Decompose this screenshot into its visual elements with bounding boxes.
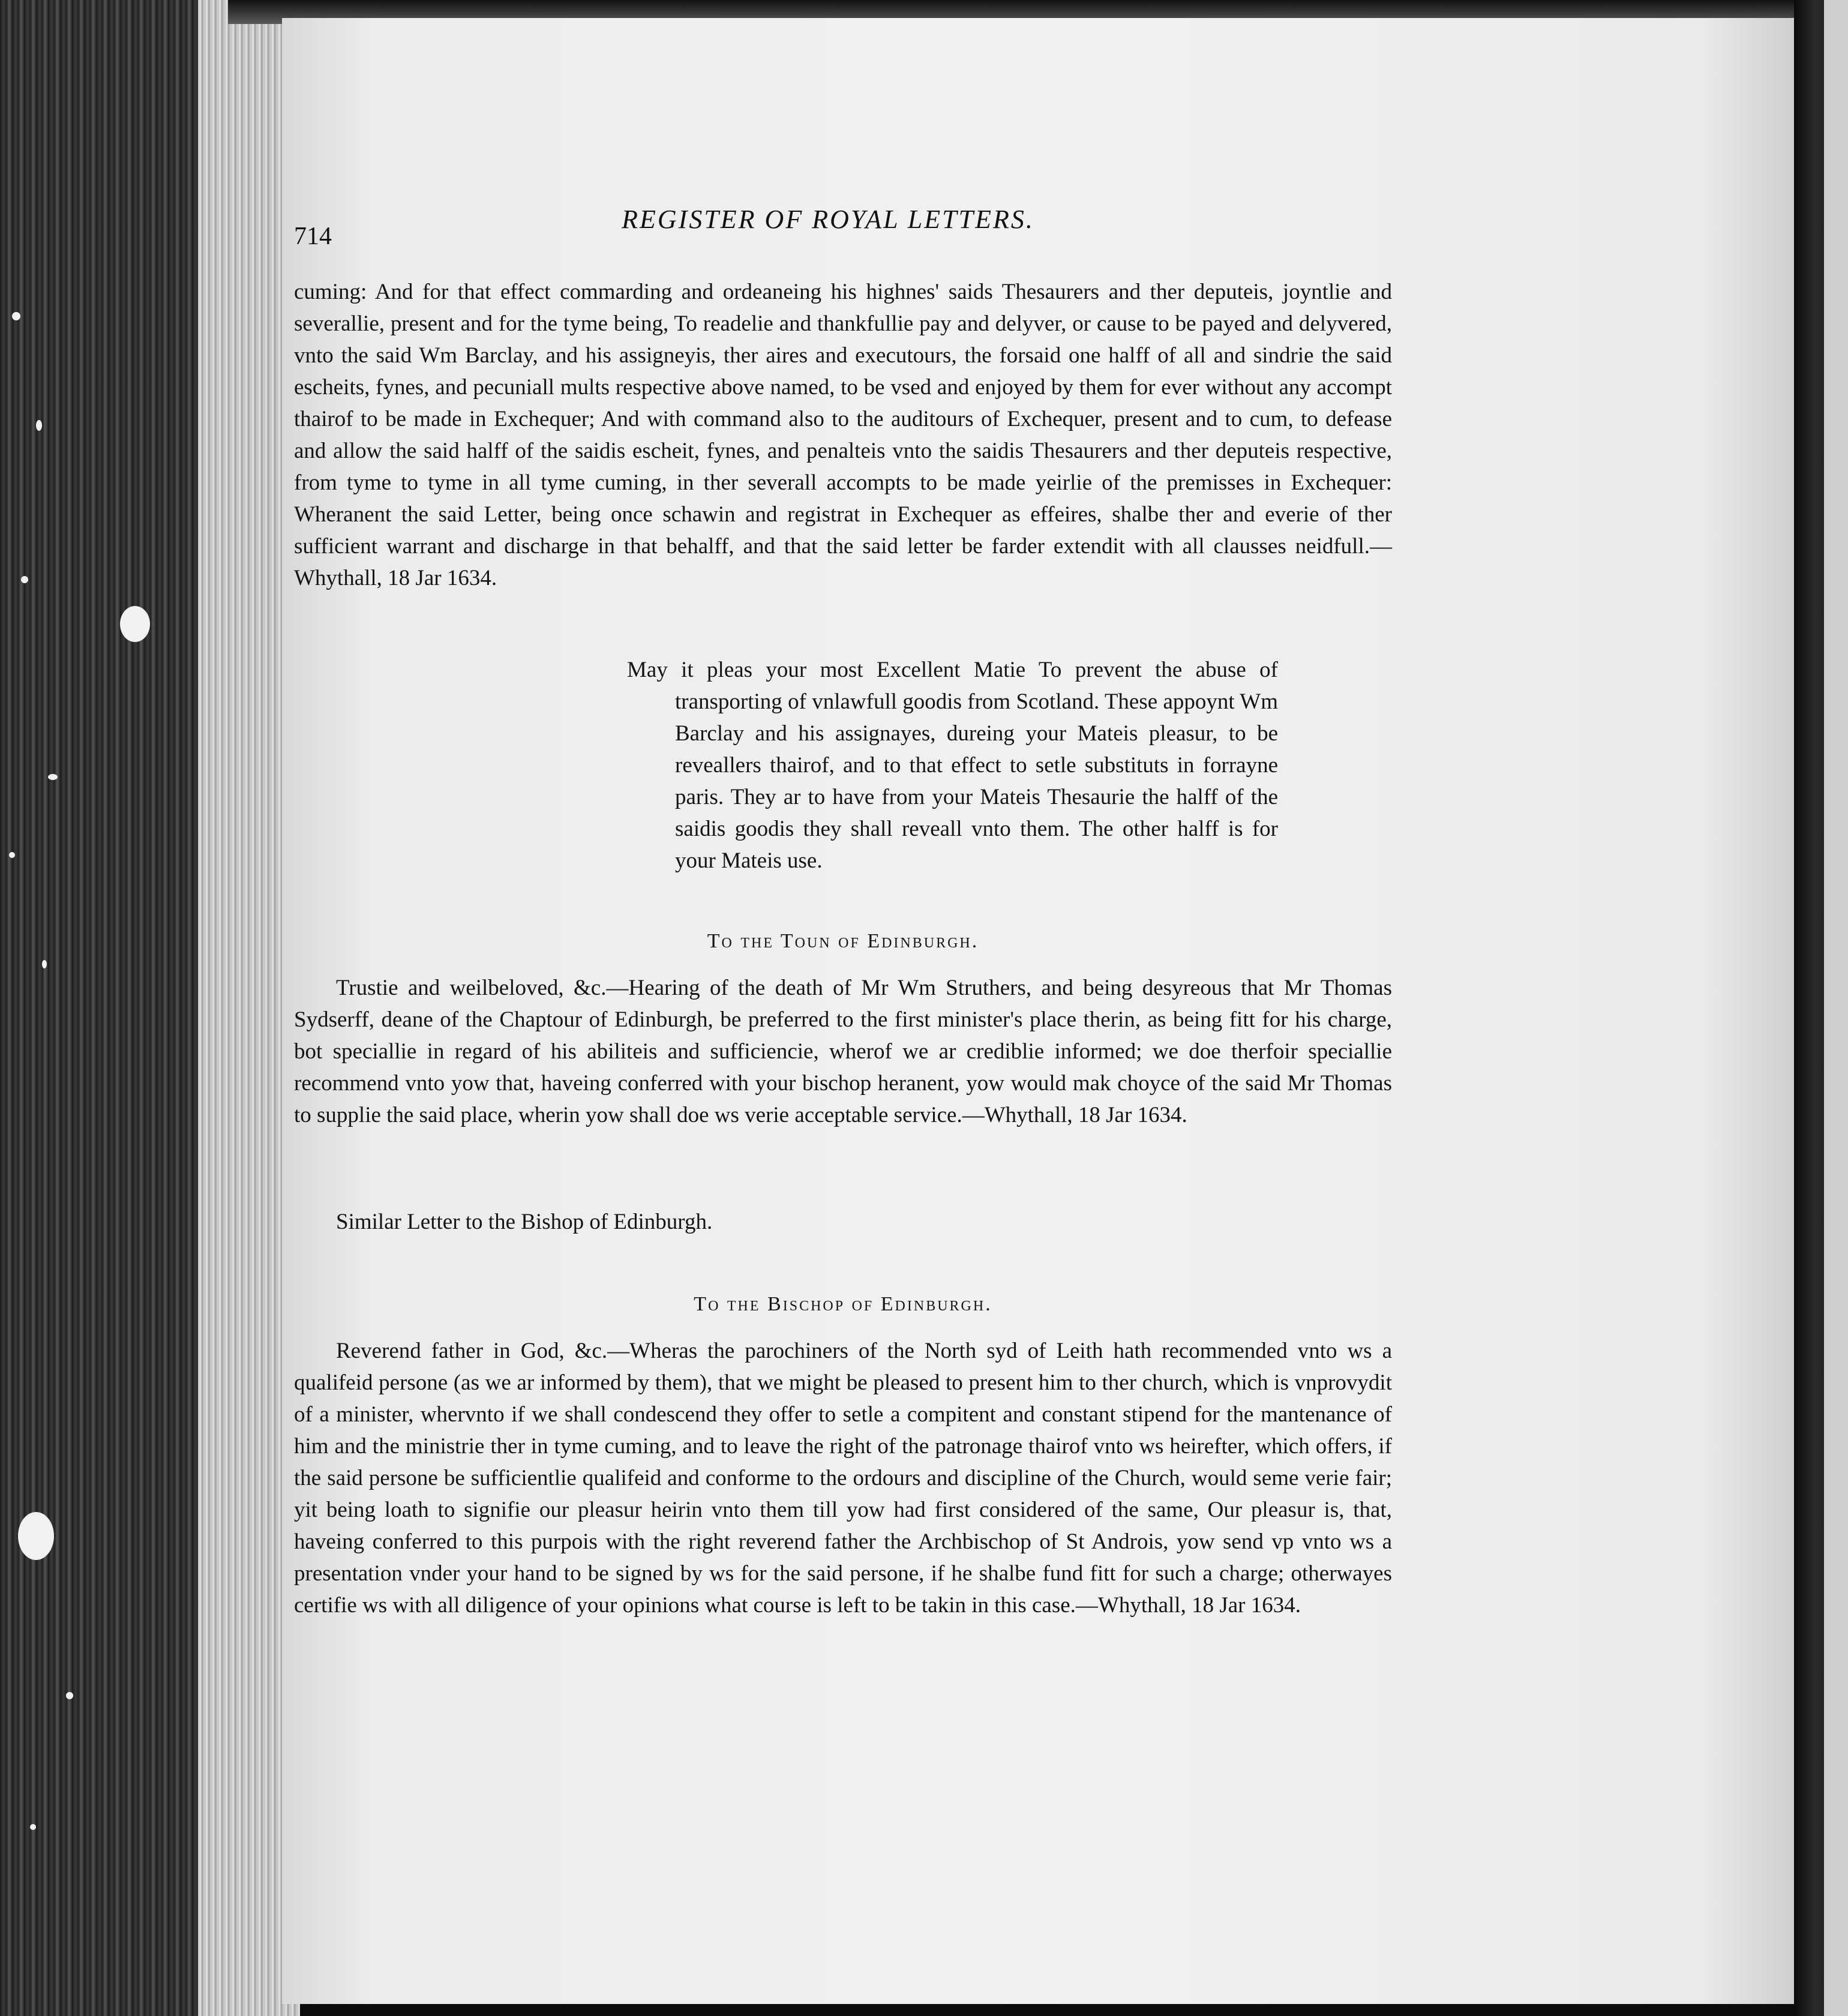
letter-paragraph-bischop: Reverend father in God, &c.—Wheras the parochiners of the North syd of Leith hath recommended vnto ws a qualifeid persone (as we ar informed by them), that we might be pleased to present him to ther church, which is vnprovydit of a minister, whervnto if we shall condescend they offer to setle a compitent and constant stipend for the mantenance of him and the ministrie ther in tyme cuming, and to leave the right of the patronage thairof vnto ws heirefter, which offers, if the said persone be sufficientlie qualifeid and conforme to the ordours and discipline of the Church, would seme verie fair; yit being loath to signifie our pleasur heirin vnto them till yow had first considered of the same, Our pleasur is, that, haveing conferred to this purpois with the right reverend father the Archbischop of St Androis, yow send vp vnto ws a presentation vnder your hand to be signed by ws for the said persone, if he shalbe fund fitt for such a charge; otherwayes certifie ws with all diligence of your opinions what course is left to be takin in this case.—Whythall, 18 Jar 1634. (294, 1339, 1392, 1618)
page-header (294, 204, 1326, 264)
running-head: REGISTER OF ROYAL LETTERS. (622, 205, 1034, 234)
paragraph-continuation: cuming: And for that effect commarding and ordeaneing his highnes' saids Thesaurers and ther deputeis, joyntlie and severallie, present and for the tyme being, To readelie and thankfullie pay and delyver, or cause to be payed and delyvered, vnto the said Wm Barclay, and his assigneyis, ther aires and executours, the forsaid one halff of all and sindrie the said escheits, fynes, and pecuniall mults respective above named, to be vsed and enjoyed by them for ever without any accompt thairof to be made in Exchequer; And with command also to the auditours of Exchequer, present and to cum, to defease and allow the said halff of the saidis escheit, fynes, and penalteis vnto the saidis Thesaurers and ther deputeis respective, from tyme to tyme in all tyme cuming, in ther severall accompts to be made yeirlie of the premisses in Exchequer: Wheranent the said Letter, being once schawin and registrat in Exchequer as effeires, shalbe ther and everie of ther sufficient warrant and discharge in that behalff, and that the said letter be farder extendit with all clausses neidfull.—Whythall, 18 Jar 1634. (294, 280, 1392, 590)
page-number: 714 (294, 223, 332, 250)
section-heading-bischop: To the Bischop of Edinburgh. (694, 1293, 992, 1315)
letter-paragraph-toun: Trustie and weilbeloved, &c.—Hearing of the death of Mr Wm Struthers, and being desyreous that Mr Thomas Sydserff, deane of the Chaptour of Edinburgh, be preferred to the first minister's place therin, as being fitt for his charge, bot speciallie in regard of his abiliteis and sufficiencie, wherof we ar crediblie informed; we doe therfoir speciallie recommend vnto yow that, haveing conferred with your bischop heranent, yow would mak choyce of the said Mr Thomas to supplie the said place, wherin yow shall doe ws verie acceptable service.—Whythall, 18 Jar 1634. (294, 976, 1392, 1127)
petition-paragraph: May it pleas your most Excellent Matie To prevent the abuse of transporting of vnlawfull goodis from Scotland. These appoynt Wm Barclay and his assignayes, dureing your Mateis pleasur, to be reveallers thairof, and to that effect to setle substituts in forrayne paris. They ar to have from your Mateis Thesaurie the halff of the saidis goodis they shall reveall vnto them. The other halff is for your Mateis use. (627, 658, 1278, 873)
next-page-strip (1824, 0, 1848, 2016)
section-heading-toun: To the Toun of Edinburgh. (707, 930, 979, 952)
similar-letter-note: Similar Letter to the Bishop of Edinburgh. (336, 1210, 713, 1234)
